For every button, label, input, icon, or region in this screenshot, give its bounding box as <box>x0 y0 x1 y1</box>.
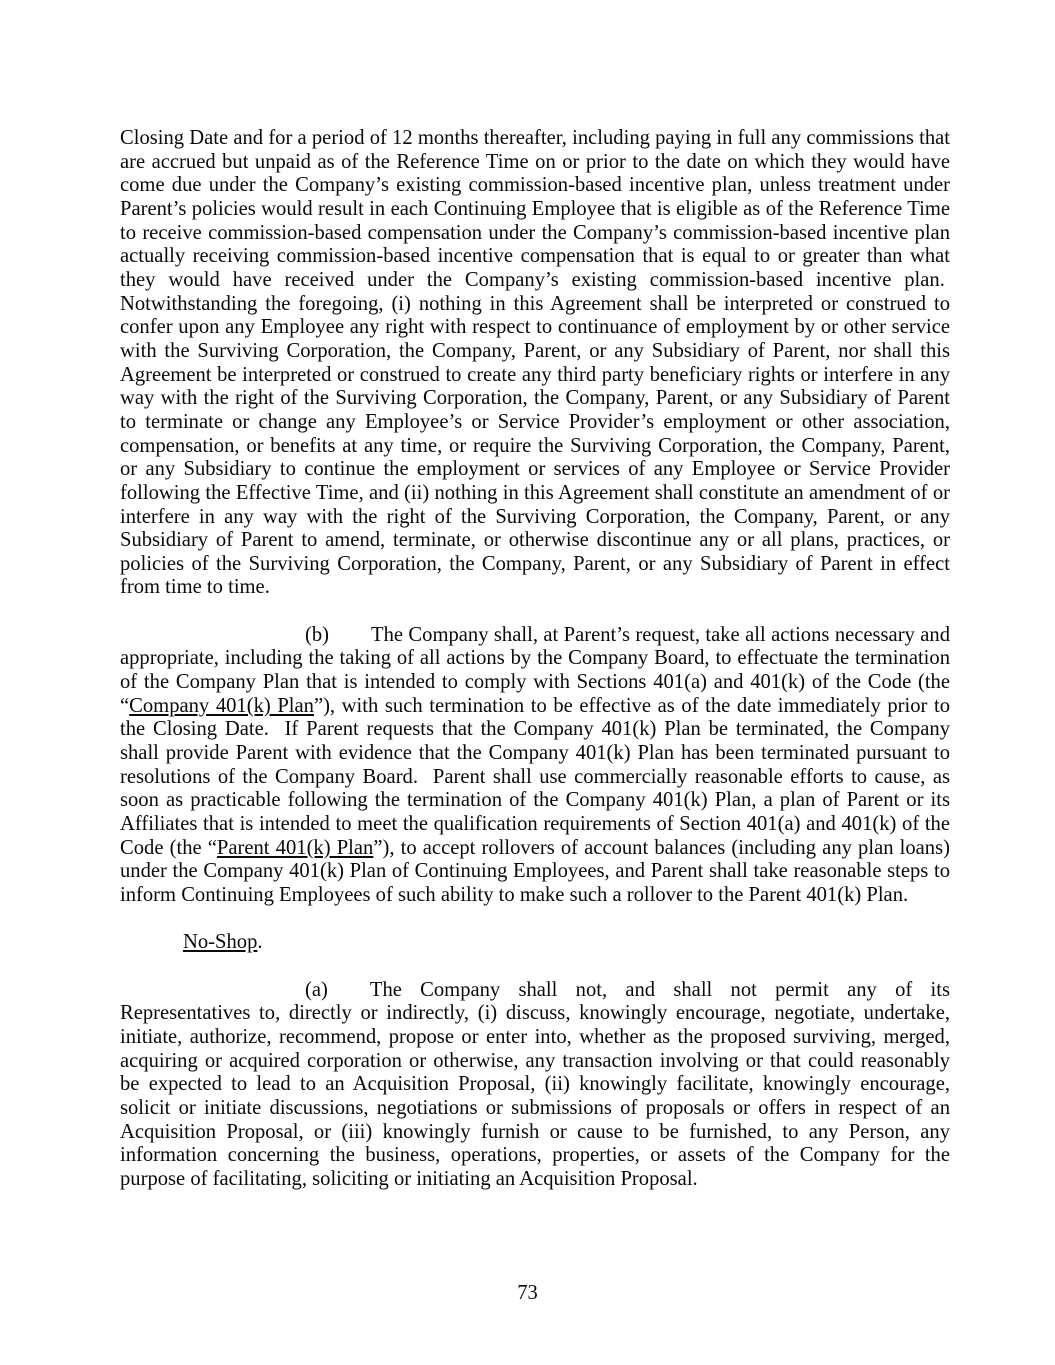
paragraph-b-text-3: ”), to accept rollovers of account balances (including any plan loans) under the Company 401(k) Plan of Continuing Employees, and Parent shall take reasonable steps to inform Continuing Employees of such ability to make such a rollover to the Parent 401(k) Plan. <box>120 836 950 906</box>
defined-term-company-401k-plan: Company 401(k) Plan <box>129 694 314 717</box>
no-shop-heading-period: . <box>257 931 263 954</box>
paragraph-b-text-2: ”), with such termination to be effective as of the date immediately prior to the Closing Date. If Parent requests that the Company 401(k) Plan be terminated, the Company shall provide Parent with evidence that the Company 401(k) Plan has been terminated pursuant to resolutions of the Company Board. Parent shall use commercially reasonable efforts to cause, as soon as practicable following the termination of the Company 401(k) Plan, a plan of Parent or its Affiliates that is intended to meet the qualification requirements of Section 401(a) and 401(k) of the Code (the “ <box>120 694 950 859</box>
no-shop-heading-text: No-Shop <box>183 931 258 954</box>
paragraph-b-label: (b) <box>305 623 330 646</box>
paragraph-b <box>120 624 950 908</box>
paragraph-b-text-1: The Company shall, at Parent’s request, take all actions necessary and appropriate, including the taking of all actions by the Company Board, to effectuate the termination of the Company Plan that is intended to comply with Sections 401(a) and 401(k) of the Code (the “ <box>120 623 950 717</box>
paragraph-a-label: (a) <box>305 978 328 1001</box>
page-body <box>120 127 950 1215</box>
paragraph-continuation: Closing Date and for a period of 12 months thereafter, including paying in full any commissions that are accrued but unpaid as of the Reference Time on or prior to the date on which they would have come due under the Company’s existing commission-based incentive plan, unless treatment under Parent’s policies would result in each Continuing Employee that is eligible as of the Reference Time to receive commission-based compensation under the Company’s commission-based incentive plan actually receiving commission-based incentive compensation that is equal to or greater than what they would have received under the Company’s existing commission-based incentive plan. Notwithstanding the foregoing, (i) nothing in this Agreement shall be interpreted or construed to confer upon any Employee any right with respect to continuance of employment by or other service with the Surviving Corporation, the Company, Parent, or any Subsidiary of Parent, nor shall this Agreement be interpreted or construed to create any third party beneficiary rights or interfere in any way with the right of the Surviving Corporation, the Company, Parent, or any Subsidiary of Parent to terminate or change any Employee’s or Service Provider’s employment or other association, compensation, or benefits at any time, or require the Surviving Corporation, the Company, Parent, or any Subsidiary to continue the employment or services of any Employee or Service Provider following the Effective Time, and (ii) nothing in this Agreement shall constitute an amendment of or interfere in any way with the right of the Surviving Corporation, the Company, Parent, or any Subsidiary of Parent to amend, terminate, or otherwise discontinue any or all plans, practices, or policies of the Surviving Corporation, the Company, Parent, or any Subsidiary of Parent in effect from time to time. <box>120 127 950 599</box>
paragraph-a-text: The Company shall not, and shall not permit any of its Representatives to, directly or indirectly, (i) discuss, knowingly encourage, negotiate, undertake, initiate, authorize, recommend, propose or enter into, whether as the proposed surviving, merged, acquiring or acquired corporation or otherwise, any transaction involving or that could reasonably be expected to lead to an Acquisition Proposal, (ii) knowingly facilitate, knowingly encourage, solicit or initiate discussions, negotiations or submissions of proposals or offers in respect of an Acquisition Proposal, or (iii) knowingly furnish or cause to be furnished, to any Person, any information concerning the business, operations, properties, or assets of the Company for the purpose of facilitating, soliciting or initiating an Acquisition Proposal. <box>120 978 950 1190</box>
page-number: 73 <box>517 1282 538 1304</box>
paragraph-a <box>120 979 950 1192</box>
no-shop-heading <box>183 931 950 955</box>
defined-term-parent-401k-plan: Parent 401(k) Plan <box>216 836 374 859</box>
